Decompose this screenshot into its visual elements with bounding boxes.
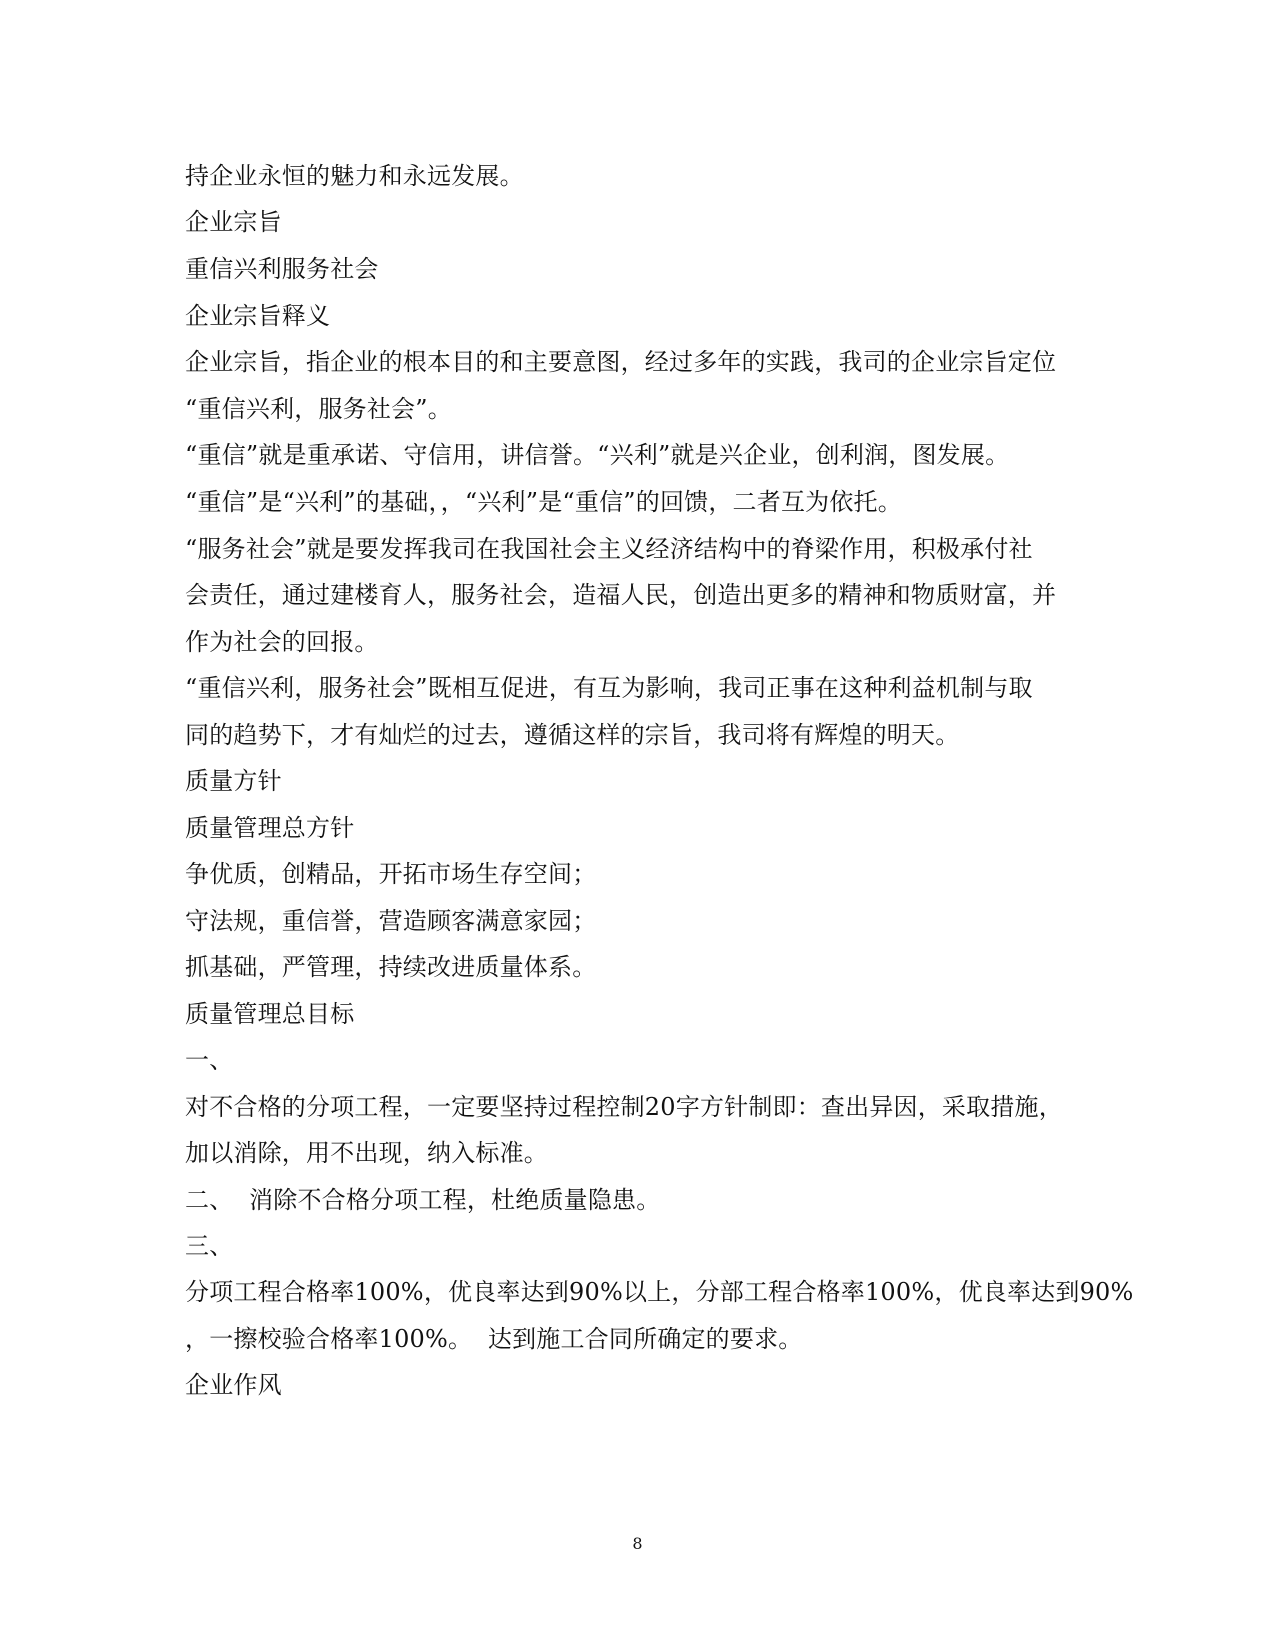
text-line-11: 作为社会的回报。 xyxy=(185,628,379,656)
text-line-7: “重信”就是重承诺、守信用，讲信誉。“兴利”就是兴企业，创利润，图发展。 xyxy=(185,441,1010,469)
goal-3-text-line-2: ，一擦校验合格率100%。 达到施工合同所确定的要求。 xyxy=(185,1325,803,1353)
goal-number-3: 三、 xyxy=(185,1232,234,1260)
policy-item-1: 争优质，创精品，开拓市场生存空间； xyxy=(185,860,597,888)
text-line-5: 企业宗旨，指企业的根本目的和主要意图，经过多年的实践，我司的企业宗旨定位 xyxy=(185,348,1057,376)
goal-1-text-line-1: 对不合格的分项工程，一定要坚持过程控制20字方针制即：查出异因，采取措施， xyxy=(185,1093,1063,1121)
section-heading-purpose: 企业宗旨 xyxy=(185,208,282,236)
text-line-8: “重信”是“兴利”的基础，，“兴利”是“重信”的回馈，二者互为依托。 xyxy=(185,488,902,516)
text-line-10: 会责任，通过建楼育人，服务社会，造福人民，创造出更多的精神和物质财富，并 xyxy=(185,581,1057,609)
policy-item-3: 抓基础，严管理，持续改进质量体系。 xyxy=(185,953,597,981)
goal-3-text-line-1: 分项工程合格率100%，优良率达到90%以上，分部工程合格率100%，优良率达到90% xyxy=(185,1278,1134,1306)
subheading-quality-management-goals: 质量管理总目标 xyxy=(185,1000,355,1028)
goal-1-text-line-2: 加以消除，用不出现，纳入标准。 xyxy=(185,1139,548,1167)
goal-2: 二、 消除不合格分项工程，杜绝质量隐患。 xyxy=(185,1186,661,1214)
page-number: 8 xyxy=(632,1534,643,1553)
subheading-quality-management-policy: 质量管理总方针 xyxy=(185,814,355,842)
section-heading-quality-policy: 质量方针 xyxy=(185,767,282,795)
text-line-9: “服务社会”就是要发挥我司在我国社会主义经济结构中的脊梁作用，积极承付社 xyxy=(185,535,1033,563)
text-line-13: 同的趋势下，才有灿烂的过去，遵循这样的宗旨，我司将有辉煌的明天。 xyxy=(185,721,960,749)
goal-number-1: 一、 xyxy=(185,1046,234,1074)
text-line-12: “重信兴利，服务社会”既相互促进，有互为影响，我司正事在这种利益机制与取 xyxy=(185,674,1033,702)
text-line-1: 持企业永恒的魅力和永远发展。 xyxy=(185,162,524,190)
policy-item-2: 守法规，重信誉，营造顾客满意家园； xyxy=(185,907,597,935)
section-heading-purpose-meaning: 企业宗旨释义 xyxy=(185,302,331,330)
purpose-statement: 重信兴利服务社会 xyxy=(185,255,379,283)
section-heading-corporate-style: 企业作风 xyxy=(185,1371,282,1399)
text-line-6: “重信兴利，服务社会”。 xyxy=(185,395,452,423)
